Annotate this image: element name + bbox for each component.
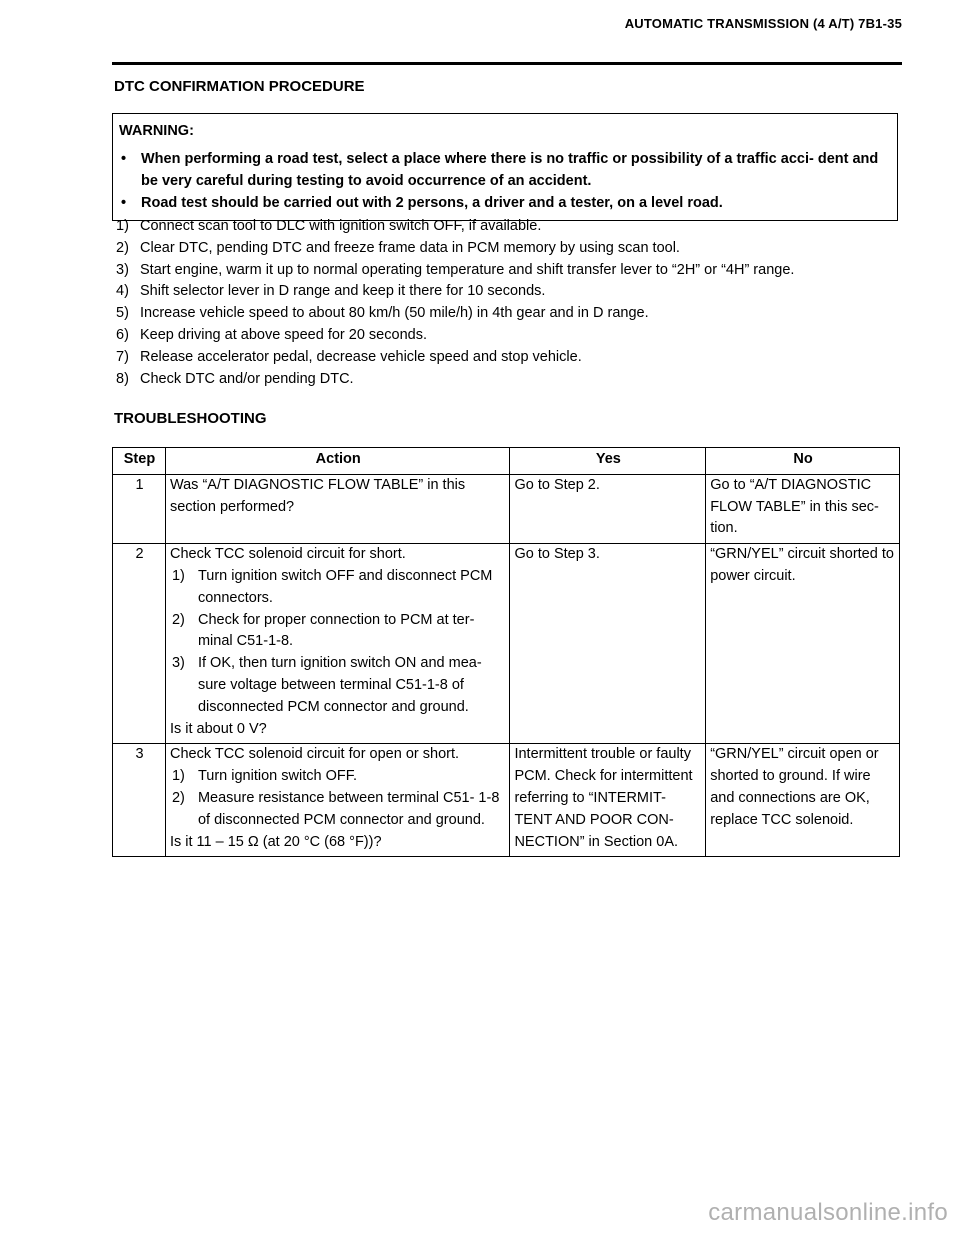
bullet-icon: • <box>121 151 127 167</box>
troubleshooting-title: TROUBLESHOOTING <box>114 410 267 427</box>
step-number: 3) <box>116 261 129 278</box>
action-question: Is it about 0 V? <box>169 720 267 737</box>
step-text: Increase vehicle speed to about 80 km/h (50 mile/h) in 4th gear and in D range. <box>140 305 649 322</box>
substep-text: If OK, then turn ignition switch ON and mea- sure voltage between terminal C51-1-8 of disconnected PCM connector and ground. <box>197 655 482 715</box>
step-number: 4) <box>116 283 129 300</box>
yes-cell: Go to Step 3. <box>510 544 706 744</box>
action-cell <box>165 474 509 543</box>
warning-box <box>112 113 898 221</box>
action-text: Check TCC solenoid circuit for short. <box>169 546 406 563</box>
table-row <box>113 474 900 543</box>
step-text: Release accelerator pedal, decrease vehicle speed and stop vehicle. <box>140 348 582 365</box>
step-cell: 2 <box>113 544 166 744</box>
warning-item <box>119 148 889 192</box>
step-item <box>116 281 902 303</box>
no-cell: Go to “A/T DIAGNOSTIC FLOW TABLE” in this sec- tion. <box>706 474 900 543</box>
warning-item <box>119 192 889 214</box>
site-watermark: carmanualsonline.info <box>708 1199 948 1226</box>
step-item <box>116 325 902 347</box>
action-cell <box>165 544 509 744</box>
warning-label: WARNING: <box>119 123 194 139</box>
dtc-confirmation-title: DTC CONFIRMATION PROCEDURE <box>114 78 365 95</box>
substep-number: 2) <box>171 611 185 628</box>
warning-item-text: When performing a road test, select a place where there is no traffic or possibility of a traffic acci- dent and be very careful during testing to avoid occurrence of an accident. <box>141 151 879 189</box>
step-text: Keep driving at above speed for 20 seconds. <box>140 326 427 343</box>
substep-text: Check for proper connection to PCM at ter- minal C51-1-8. <box>197 611 475 650</box>
action-text: Was “A/T DIAGNOSTIC FLOW TABLE” in this section performed? <box>169 476 466 515</box>
step-text: Start engine, warm it up to normal operating temperature and shift transfer lever to “2H” or “4H” range. <box>140 261 795 278</box>
step-text: Connect scan tool to DLC with ignition switch OFF, if available. <box>140 218 542 234</box>
action-substep <box>170 766 506 788</box>
header-action: Action <box>165 448 509 475</box>
step-text: Shift selector lever in D range and keep it there for 10 seconds. <box>140 283 546 300</box>
header-no: No <box>706 448 900 475</box>
header-yes: Yes <box>510 448 706 475</box>
action-question: Is it 11 – 15 Ω (at 20 °C (68 °F))? <box>169 833 382 850</box>
step-cell: 1 <box>113 474 166 543</box>
substep-text: Turn ignition switch OFF. <box>197 768 357 785</box>
action-text: Check TCC solenoid circuit for open or short. <box>169 746 460 763</box>
step-number: 2) <box>116 239 129 256</box>
step-item <box>116 216 902 238</box>
step-number: 1) <box>116 218 129 234</box>
warning-item-text: Road test should be carried out with 2 persons, a driver and a tester, on a level road. <box>141 195 723 211</box>
troubleshooting-table <box>112 447 900 857</box>
step-item <box>116 347 902 369</box>
page-header-title: AUTOMATIC TRANSMISSION (4 A/T) 7B1-35 <box>624 16 902 31</box>
no-cell: “GRN/YEL” circuit open or shorted to ground. If wire and connections are OK, replace TCC solenoid. <box>706 744 900 857</box>
step-item <box>116 260 902 282</box>
step-cell: 3 <box>113 744 166 857</box>
page-header <box>112 10 902 65</box>
header-step: Step <box>113 448 166 475</box>
step-number: 7) <box>116 348 129 365</box>
step-item <box>116 369 902 391</box>
bullet-icon: • <box>121 195 127 211</box>
step-item <box>116 238 902 260</box>
action-substep <box>170 788 506 832</box>
substep-text: Turn ignition switch OFF and disconnect PCM connectors. <box>197 567 493 606</box>
action-substep <box>170 653 506 718</box>
step-text: Check DTC and/or pending DTC. <box>140 370 354 387</box>
step-number: 8) <box>116 370 129 387</box>
substep-number: 1) <box>171 567 185 584</box>
yes-cell: Intermittent trouble or faulty PCM. Check for intermittent referring to “INTERMIT- TENT AND POOR CON- NECTION” in Section 0A. <box>510 744 706 857</box>
substep-number: 3) <box>171 655 185 672</box>
step-number: 6) <box>116 326 129 343</box>
no-cell: “GRN/YEL” circuit shorted to power circuit. <box>706 544 900 744</box>
substep-text: Measure resistance between terminal C51- 1-8 of disconnected PCM connector and ground. <box>197 789 500 828</box>
confirmation-steps <box>116 216 902 390</box>
action-cell <box>165 744 509 857</box>
action-substep <box>170 566 506 610</box>
table-header-row <box>113 448 900 475</box>
table-row <box>113 544 900 744</box>
table-row <box>113 744 900 857</box>
step-text: Clear DTC, pending DTC and freeze frame data in PCM memory by using scan tool. <box>140 239 680 256</box>
action-substep <box>170 610 506 654</box>
substep-number: 2) <box>171 789 185 806</box>
substep-number: 1) <box>171 768 185 785</box>
step-item <box>116 303 902 325</box>
yes-cell: Go to Step 2. <box>510 474 706 543</box>
step-number: 5) <box>116 305 129 322</box>
